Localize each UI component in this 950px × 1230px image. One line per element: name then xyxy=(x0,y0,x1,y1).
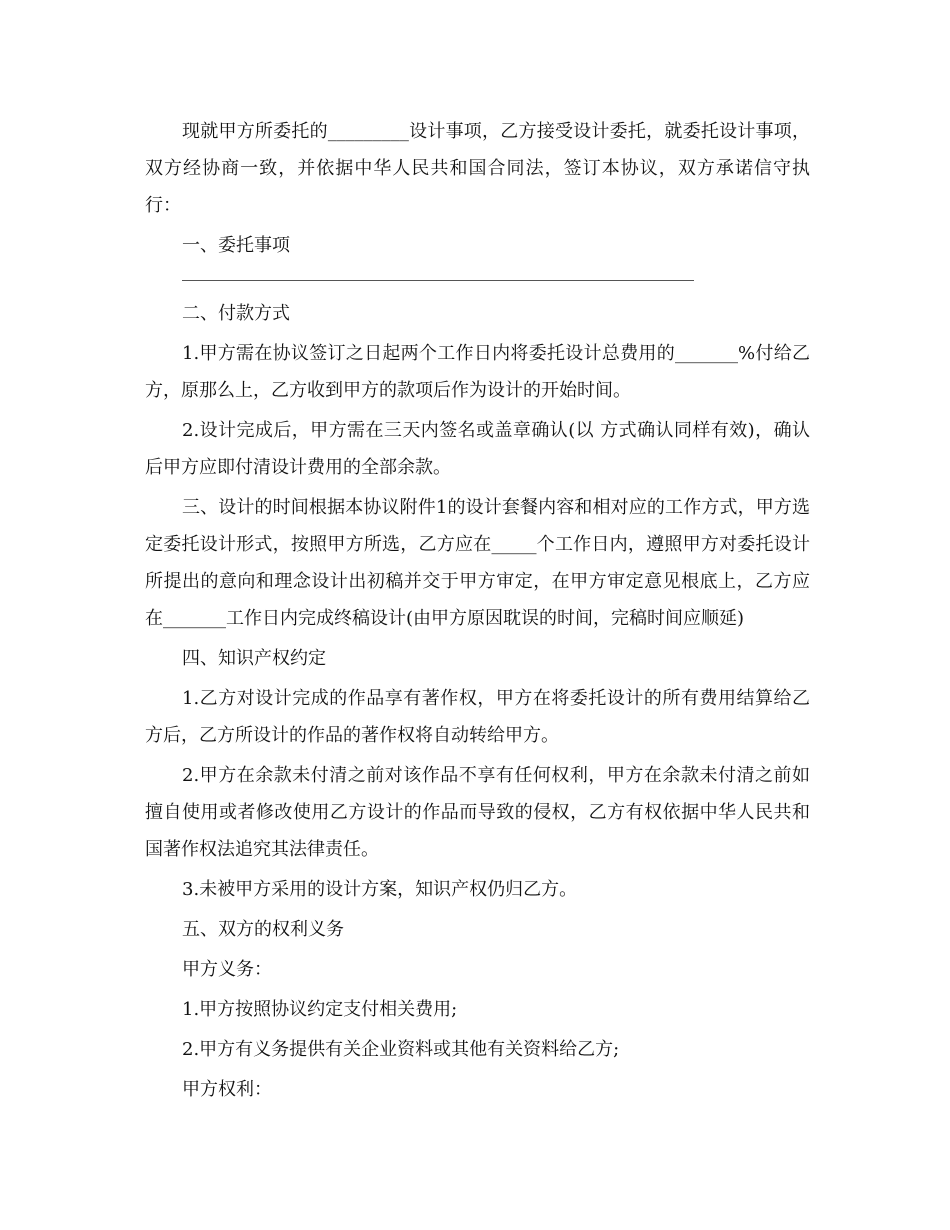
party-a-duties-label: 甲方义务： xyxy=(182,959,272,980)
party-a-duty-1: 1.甲方按照协议约定支付相关费用; xyxy=(182,999,458,1020)
section-heading-payment-method: 二、付款方式 xyxy=(182,303,290,324)
section-heading-entrusted-matters: 一、委托事项 xyxy=(182,235,290,256)
section-design-schedule: 三、设计的时间根据本协议附件1的设计套餐内容和相对应的工作方式，甲方选定委托设计形式，按照甲方所选，乙方应在_____个工作日内，遵照甲方对委托设计所提出的意向和理念设计出初稿并交于甲方审定，在甲方审定意见根底上，乙方应在_______工作日内完成终稿设计(由甲方原因耽误的时间，完稿时间应顺延) xyxy=(145,497,810,629)
party-a-duty-2: 2.甲方有义务提供有关企业资料或其他有关资料给乙方; xyxy=(182,1039,620,1060)
document-body xyxy=(145,113,810,1111)
ip-clause-2: 2.甲方在余款未付清之前对该作品不享有任何权利，甲方在余款未付清之前如擅自使用或者修改使用乙方设计的作品而导致的侵权，乙方有权依据中华人民共和国著作权法追究其法律责任。 xyxy=(145,765,810,860)
section-heading-rights-obligations: 五、双方的权利义务 xyxy=(182,919,344,940)
ip-clause-1: 1.乙方对设计完成的作品享有著作权，甲方在将委托设计的所有费用结算给乙方后，乙方所设计的作品的著作权将自动转给甲方。 xyxy=(145,688,810,746)
payment-clause-2: 2.设计完成后，甲方需在三天内签名或盖章确认(以 方式确认同样有效)，确认后甲方应即付清设计费用的全部余款。 xyxy=(145,420,810,478)
ip-clause-3: 3.未被甲方采用的设计方案，知识产权仍归乙方。 xyxy=(182,879,578,900)
intro-paragraph: 现就甲方所委托的_________设计事项，乙方接受设计委托，就委托设计事项，双方经协商一致，并依据中华人民共和国合同法，签订本协议，双方承诺信守执行： xyxy=(145,121,810,216)
section-heading-intellectual-property: 四、知识产权约定 xyxy=(182,648,326,669)
party-a-rights-label: 甲方权利： xyxy=(182,1079,272,1100)
payment-clause-1: 1.甲方需在协议签订之日起两个工作日内将委托设计总费用的_______%付给乙方，原那么上，乙方收到甲方的款项后作为设计的开始时间。 xyxy=(145,343,810,401)
blank-fill-line xyxy=(182,280,694,281)
